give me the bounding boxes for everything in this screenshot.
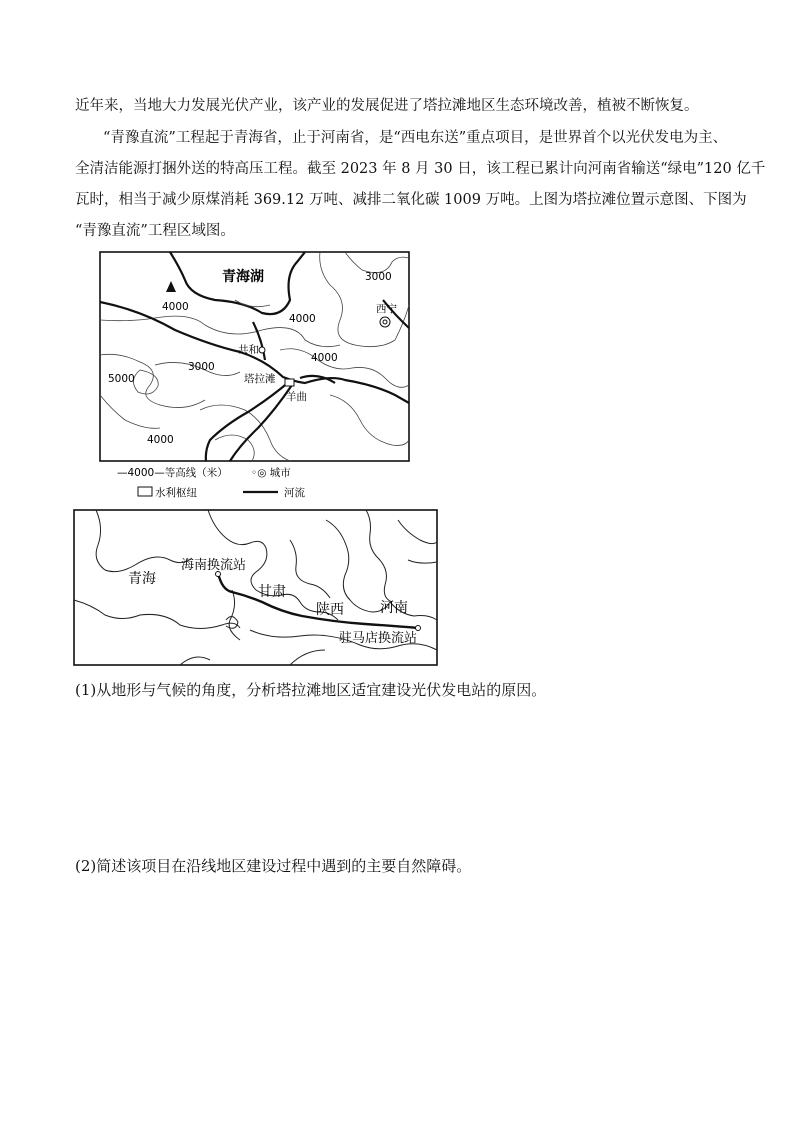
legend-city: ◦◎ 城市 bbox=[251, 467, 291, 479]
contour-label-2: 3000 bbox=[365, 271, 392, 283]
contour-label-6: 5000 bbox=[108, 373, 135, 385]
legend-contour: —4000—等高线（米） bbox=[117, 467, 228, 479]
station-label-end: 驻马店换流站 bbox=[339, 631, 418, 646]
legend-dam-icon bbox=[138, 487, 152, 496]
place-label-yangqu: 羊曲 bbox=[286, 391, 307, 403]
contour-label-1: 4000 bbox=[162, 301, 189, 313]
station-icon-end bbox=[416, 626, 421, 631]
project-paragraph-line-2: 全清洁能源打捆外送的特高压工程。截至 2023 年 8 月 30 日，该工程已累计向河南省输送“绿电”120 亿千 bbox=[75, 161, 766, 177]
legend-dam: 水利枢纽 bbox=[155, 487, 197, 499]
province-label-henan: 河南 bbox=[380, 600, 408, 616]
station-label-start: 海南换流站 bbox=[181, 558, 247, 573]
contour-label-3: 4000 bbox=[289, 313, 316, 325]
peak-icon bbox=[166, 281, 176, 292]
province-label-gansu: 甘肃 bbox=[258, 584, 286, 600]
qingyu-region-map bbox=[74, 510, 437, 665]
contour-label-7: 4000 bbox=[147, 434, 174, 446]
legend-river: 河流 bbox=[284, 487, 305, 499]
city-icon-gonghe bbox=[259, 347, 265, 353]
contour-label-4: 4000 bbox=[311, 352, 338, 364]
project-paragraph-line-3: 瓦时，相当于减少原煤消耗 369.12 万吨、减排二氧化碳 1009 万吨。上图为塔拉滩位置示意图、下图为 bbox=[75, 192, 747, 208]
project-paragraph-line-1: “青豫直流”工程起于青海省，止于河南省，是“西电东送”重点项目，是世界首个以光伏发电为主、 bbox=[103, 130, 728, 146]
contour-label-5: 3000 bbox=[188, 361, 215, 373]
project-paragraph-line-4: “青豫直流”工程区域图。 bbox=[75, 223, 235, 239]
place-label-xining: 西宁 bbox=[376, 303, 397, 315]
province-label-shaanxi: 陕西 bbox=[316, 602, 344, 618]
dam-icon bbox=[285, 379, 294, 386]
question-2: (2)简述该项目在沿线地区建设过程中遇到的主要自然障碍。 bbox=[75, 857, 472, 875]
question-1: (1)从地形与气候的角度，分析塔拉滩地区适宜建设光伏发电站的原因。 bbox=[75, 681, 547, 699]
place-label-talatan: 塔拉滩 bbox=[244, 373, 276, 385]
lake-label: 青海湖 bbox=[222, 269, 264, 285]
place-label-gonghe: 共和 bbox=[238, 344, 259, 356]
province-label-qinghai: 青海 bbox=[128, 571, 156, 587]
intro-paragraph: 近年来，当地大力发展光伏产业，该产业的发展促进了塔拉滩地区生态环境改善，植被不断恢复。 bbox=[75, 98, 699, 114]
